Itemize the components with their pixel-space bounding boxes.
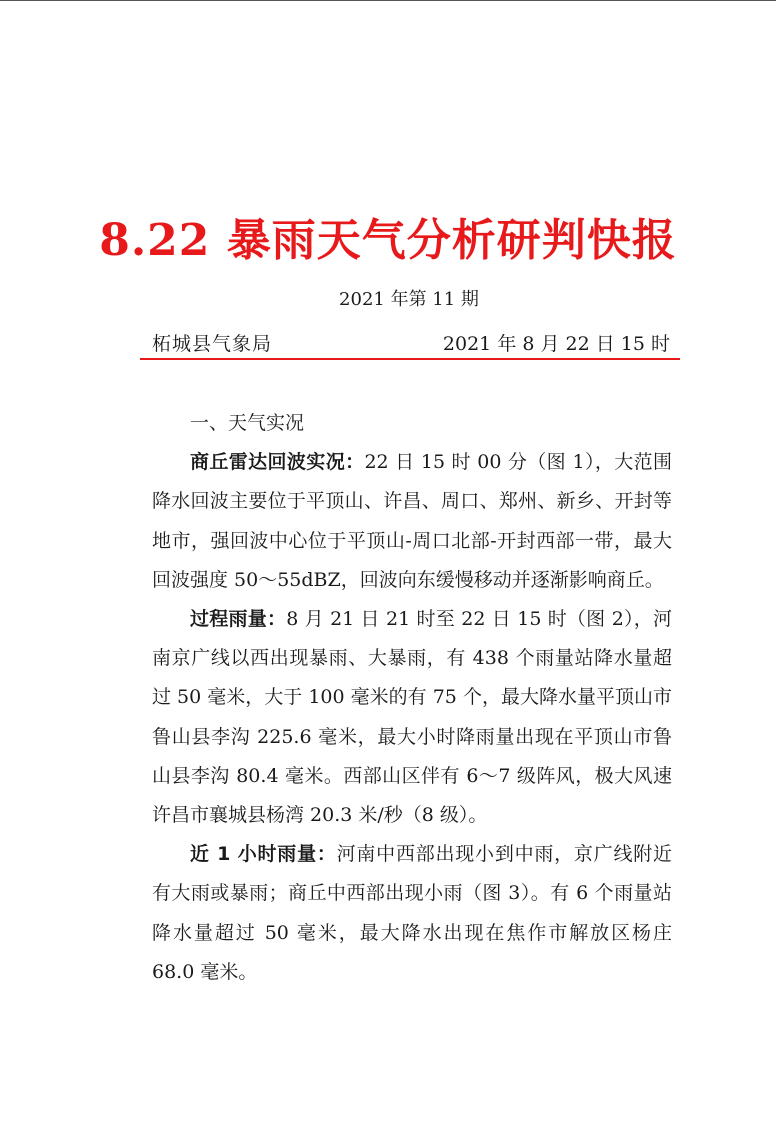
agency-name: 柘城县气象局 (152, 333, 273, 355)
paragraph-lead: 商丘雷达回波实况： (190, 451, 365, 474)
issue-number: 2021 年第 11 期 (339, 289, 479, 310)
section-heading: 一、天气实况 (190, 412, 305, 434)
paragraph-lead: 近 1 小时雨量： (190, 843, 337, 866)
report-body (152, 404, 672, 992)
paragraph-text: 河南中西部出现小到中雨，京广线附近有大雨或暴雨；商丘中西部出现小雨（图 3）。有 6 个雨量站降水量超过 50 毫米，最大降水出现在焦作市解放区杨庄 68.0 毫米。 (152, 843, 672, 983)
page-top-border (0, 0, 776, 1)
paragraph-lead: 过程雨量： (190, 608, 287, 631)
paragraph-text: 8 月 21 日 21 时至 22 日 15 时（图 2），河南京广线以西出现暴雨、大暴雨，有 438 个雨量站降水量超过 50 毫米，大于 100 毫米的有 75 个，最大降水量平顶山市鲁山县李沟 225.6 毫米，最大小时降雨量出现在平顶山市鲁山县李沟 80.4 毫米。西部山区伴有 6～7 级阵风，极大风速许昌市襄城县杨湾 20.3 米/秒（8 级）。 (152, 608, 672, 827)
report-title: 8.22 暴雨天气分析研判快报 (99, 215, 677, 266)
paragraph-text: 22 日 15 时 00 分（图 1），大范围降水回波主要位于平顶山、许昌、周口、郑州、新乡、开封等地市，强回波中心位于平顶山-周口北部-开封西部一带，最大回波强度 50～55dBZ，回波向东缓慢移动并逐渐影响商丘。 (152, 451, 672, 591)
paragraph-process-rainfall (152, 600, 672, 835)
header-divider (140, 358, 680, 360)
issue-datetime: 2021 年 8 月 22 日 15 时 (442, 333, 670, 355)
paragraph-radar (152, 443, 672, 600)
paragraph-hourly-rainfall (152, 835, 672, 992)
